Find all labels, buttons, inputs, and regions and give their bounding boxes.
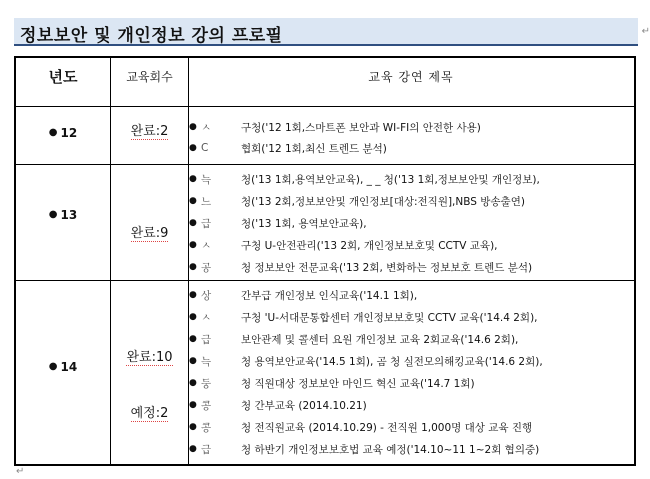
bullet-icon: ● [189,122,197,132]
item-text: 청 용역보안교육('14.5 1회), 곰 청 실전모의해킹교육('14.6 2회), [241,355,543,368]
count-value: 완료:10 [126,350,173,365]
org-initial: 급 [201,217,212,230]
bullet-icon: ● [48,209,58,220]
count-cell [111,222,188,241]
bullet-icon: ● [189,378,197,388]
list-item [189,214,629,232]
paragraph-mark-icon: ↵ [641,26,650,37]
list-item [189,258,629,276]
bullet-icon: ● [189,422,197,432]
bullet-icon: ● [189,444,197,454]
item-text: 협회('12 1회,최신 트렌드 분석) [241,142,387,155]
bullet-icon: ● [189,174,197,184]
item-text: 청('13 1회, 용역보안교육), [241,217,367,230]
count-value: 완료:9 [130,226,169,241]
org-initial: 상 [201,289,212,302]
item-text: 청 간부교육 (2014.10.21) [241,399,367,412]
item-text: 청 전직원교육 (2014.10.29) - 전직원 1,000명 대상 교육 진행 [241,421,533,434]
paragraph-mark-icon: ↵ [16,466,25,477]
list-item [189,396,629,414]
org-initial: 콩 [201,399,212,412]
count-value: 완료:2 [130,124,169,139]
header-year: 년도 [48,68,78,86]
count-cell-planned [111,402,188,421]
item-text: 구청 'U-서대문통합센터 개인정보보호및 CCTV 교육('14.4 2회), [241,311,538,324]
bullet-icon: ● [189,290,197,300]
org-initial: ㅅ [201,239,212,252]
page-title: 정보보안 및 개인정보 강의 프로필 [20,26,283,46]
org-initial: 늑 [201,355,212,368]
list-item [189,139,629,157]
bullet-icon: ● [189,196,197,206]
item-text: 구청 U-안전관리('13 2회, 개인정보보호및 CCTV 교육), [241,239,498,252]
year-cell [16,208,110,222]
bullet-icon: ● [48,127,58,138]
item-text: 청('13 1회,용역보안교육), _ _ 청('13 1회,정보보안및 개인정보), [241,173,540,186]
item-text: 간부급 개인정보 인식교육('14.1 1회), [241,289,418,302]
item-text: 청 하반기 개인정보보호법 교육 예정('14.10~11 1~2회 협의중) [241,443,540,456]
year-cell [16,360,110,374]
header-divider [16,106,634,107]
list-item [189,118,629,136]
org-initial: 느 [201,195,212,208]
item-text: 보안관제 및 콜센터 요원 개인정보 교육 2회교육('14.6 2회), [241,333,519,346]
count-cell [111,346,188,365]
item-text: 청 직원대상 정보보안 마인드 혁신 교육('14.7 1회) [241,377,475,390]
lecture-table [14,56,636,466]
org-initial: 늑 [201,173,212,186]
header-count: 교육회수 [126,70,173,84]
bullet-icon: ● [189,143,197,153]
count-cell [111,120,188,139]
bullet-icon: ● [189,400,197,410]
bullet-icon: ● [189,312,197,322]
year-value: 13 [60,208,78,222]
list-item [189,330,629,348]
bullet-icon: ● [189,334,197,344]
row-divider [16,280,634,281]
org-initial: 급 [201,333,212,346]
bullet-icon: ● [189,356,197,366]
list-item [189,374,629,392]
header-subject: 교육 강연 제목 [368,70,454,84]
year-value: 12 [60,126,78,140]
bullet-icon: ● [189,262,197,272]
list-item [189,192,629,210]
org-initial: 급 [201,443,212,456]
item-text: 청 정보보안 전문교육('13 2회, 변화하는 정보보호 트렌드 분석) [241,261,533,274]
org-initial: C [201,142,209,154]
org-initial: 공 [201,261,212,274]
bullet-icon: ● [189,218,197,228]
count-planned-value: 예정:2 [130,406,169,421]
list-item [189,286,629,304]
list-item [189,352,629,370]
list-item [189,418,629,436]
list-item [189,308,629,326]
item-text: 청('13 2회,정보보안및 개인정보[대상:전직원],NBS 방송출연) [241,195,525,208]
title-bar [14,18,650,46]
bullet-icon: ● [48,361,58,372]
row-divider [16,164,634,165]
org-initial: 둥 [201,377,212,390]
bullet-icon: ● [189,240,197,250]
org-initial: ㅅ [201,311,212,324]
item-text: 구청('12 1회,스마트폰 보안과 WI-FI의 안전한 사용) [241,121,481,134]
list-item [189,440,629,458]
year-cell [16,126,110,140]
list-item [189,236,629,254]
list-item [189,170,629,188]
year-value: 14 [60,360,78,374]
org-initial: ㅅ [201,121,212,134]
org-initial: 콩 [201,421,212,434]
